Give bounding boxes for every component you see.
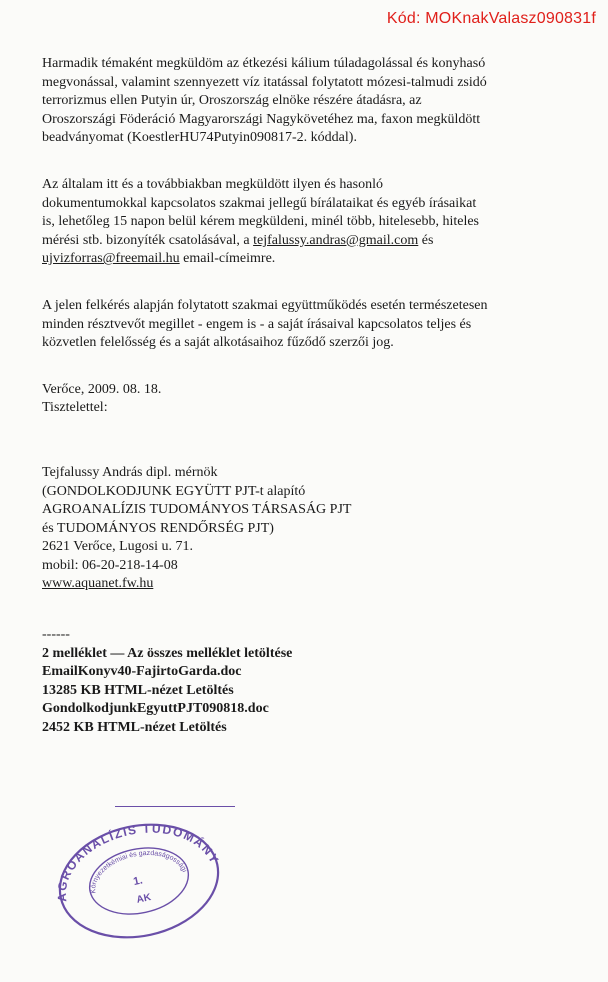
attachment-size-links[interactable]: 2452 KB HTML-nézet Letöltés bbox=[42, 720, 227, 736]
stamp-number: 1. bbox=[132, 874, 144, 889]
signature-line: 2621 Verőce, Lugosi u. 71. bbox=[42, 539, 193, 555]
stamp-inner-text: Környezetkémiai és gazdaságossági bbox=[90, 849, 188, 894]
paragraph-1 bbox=[42, 55, 594, 148]
attachment-filename[interactable]: GondolkodjunkEgyuttPJT090818.doc bbox=[42, 701, 269, 717]
p2-line: dokumentumokkal kapcsolatos szakmai jellegű bírálataikat és egyéb írásaikat bbox=[42, 195, 477, 211]
letter-body bbox=[42, 55, 594, 738]
email-link-gmail[interactable]: tejfalussy.andras@gmail.com bbox=[253, 232, 419, 248]
organization-stamp bbox=[34, 806, 234, 946]
signature-line: és TUDOMÁNYOS RENDŐRSÉG PJT) bbox=[42, 520, 274, 536]
p2-after-email2: email-címeimre. bbox=[179, 251, 276, 267]
svg-text:Környezetkémiai és gazdaságoss bbox=[34, 806, 189, 907]
attachment-filename[interactable]: EmailKonyv40-FajirtoGarda.doc bbox=[42, 664, 242, 680]
document-code: Kód: MOKnakValasz090831f bbox=[386, 10, 596, 27]
place-date: Verőce, 2009. 08. 18. bbox=[42, 381, 162, 397]
closing: Tisztelettel: bbox=[42, 400, 108, 416]
p2-line bbox=[42, 232, 594, 251]
p1-line: terrorizmus ellen Putyin úr, Oroszország elnöke részére átadásra, az bbox=[42, 93, 422, 109]
stamp-seal-icon bbox=[34, 806, 234, 946]
p2-after-email1: és bbox=[418, 232, 434, 248]
website-link[interactable]: www.aquanet.fw.hu bbox=[42, 576, 154, 592]
email-link-freemail[interactable]: ujvizforras@freemail.hu bbox=[42, 251, 180, 267]
p1-line: beadványomat (KoestlerHU74Putyin090817-2. kóddal). bbox=[42, 130, 357, 146]
signature-block bbox=[42, 464, 594, 594]
paragraph-2 bbox=[42, 176, 594, 269]
signature-line: (GONDOLKODJUNK EGYÜTT PJT-t alapító bbox=[42, 483, 306, 499]
signer-name: Tejfalussy András dipl. mérnök bbox=[42, 464, 218, 480]
signature-line: mobil: 06-20-218-14-08 bbox=[42, 557, 178, 573]
p3-line: A jelen felkérés alapján folytatott szakmai együttműködés esetén természetesen bbox=[42, 297, 488, 313]
stamp-outer-text: AGROANALÍZIS TUDOMÁNYOS bbox=[54, 821, 223, 903]
p2-line: Az általam itt és a továbbiakban megküldött ilyen és hasonló bbox=[42, 176, 383, 192]
p1-line: megvonással, valamint szennyezett víz itatással folytatott mózesi-talmudi zsidó bbox=[42, 74, 487, 90]
attachments-summary[interactable]: 2 melléklet — Az összes melléklet letöltése bbox=[42, 645, 293, 661]
p2-line-text: mérési stb. bizonyíték csatolásával, a bbox=[42, 232, 254, 248]
paragraph-3 bbox=[42, 297, 594, 353]
p3-line: közvetlen felelősség és a saját alkotásaihoz fűződő szerzői jog. bbox=[42, 335, 394, 351]
p3-line: minden résztvevőt megillet - engem is - a saját írásaival kapcsolatos teljes és bbox=[42, 316, 472, 332]
p1-line: Oroszországi Föderáció Magyarországi Nagykövetéhez ma, faxon megküldött bbox=[42, 111, 481, 127]
p1-line: Harmadik témaként megküldöm az étkezési kálium túladagolással és konyhasó bbox=[42, 56, 486, 71]
p2-line: is, lehetőleg 15 napon belül kérem megküldeni, minél több, hitelesebb, hiteles bbox=[42, 214, 480, 230]
signature-line: AGROANALÍZIS TUDOMÁNYOS TÁRSASÁG PJT bbox=[42, 502, 352, 518]
separator: ------ bbox=[42, 627, 70, 643]
stamp-initials: AK bbox=[135, 892, 153, 906]
attachment-size-links[interactable]: 13285 KB HTML-nézet Letöltés bbox=[42, 682, 234, 698]
attachments-block bbox=[42, 645, 594, 738]
p2-line bbox=[42, 250, 594, 269]
